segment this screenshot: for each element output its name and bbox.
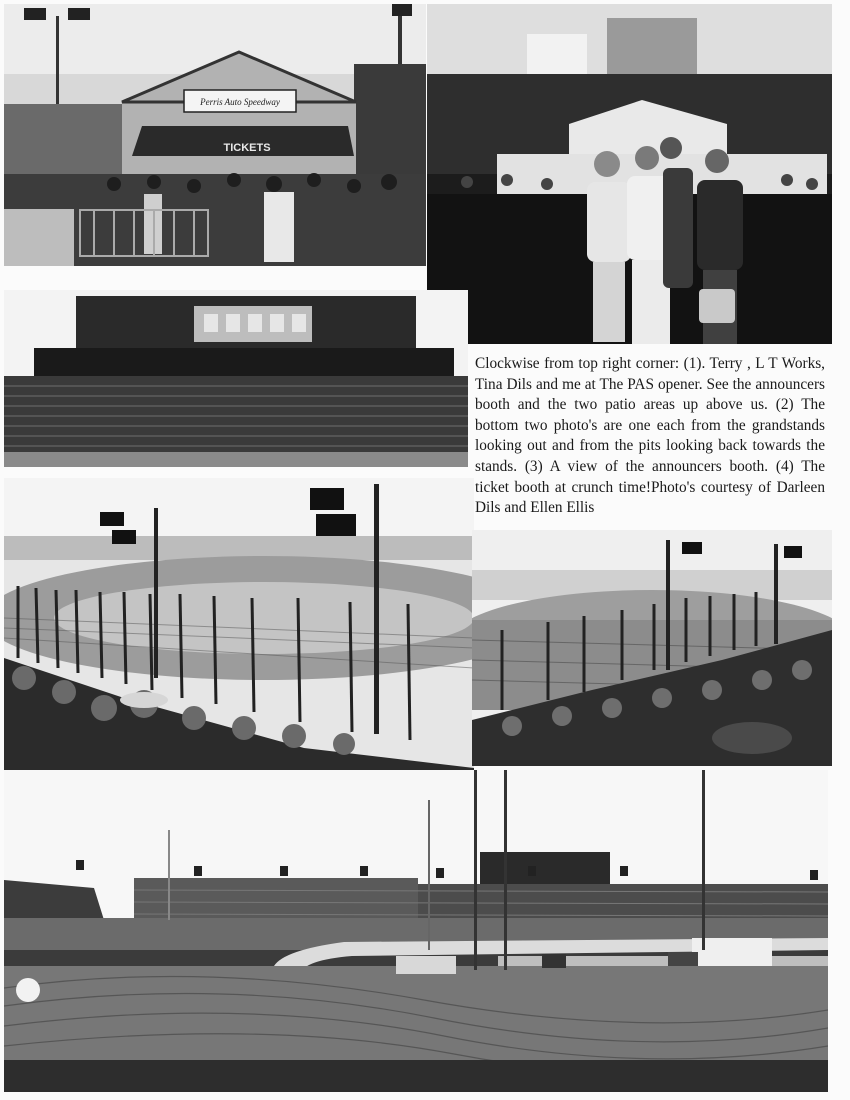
track-panorama-photo bbox=[4, 770, 828, 1092]
svg-text:Perris Auto Speedway: Perris Auto Speedway bbox=[200, 97, 280, 107]
photo-caption: Clockwise from top right corner: (1). Terry , L T Works, Tina Dils and me at The PAS opener. See the announcers booth and the two patio areas up above us. (2) The bottom two photo's are one each from the grandstands looking out and from the pits looking back towards the stands. (3) A view of the announcers booth. (4) The ticket booth at crunch time!Photo's courtesy of Darleen Dils and Ellen Ellis bbox=[475, 355, 825, 517]
announcers-booth-photo bbox=[4, 290, 468, 467]
ticket-booth-photo bbox=[4, 4, 426, 266]
ticket-booth-sign bbox=[184, 90, 296, 112]
pits-view-photo bbox=[472, 530, 832, 766]
grandstand-view-photo bbox=[4, 478, 474, 774]
ticket-awning-text: TICKETS bbox=[223, 142, 271, 154]
group-photo bbox=[427, 4, 832, 344]
